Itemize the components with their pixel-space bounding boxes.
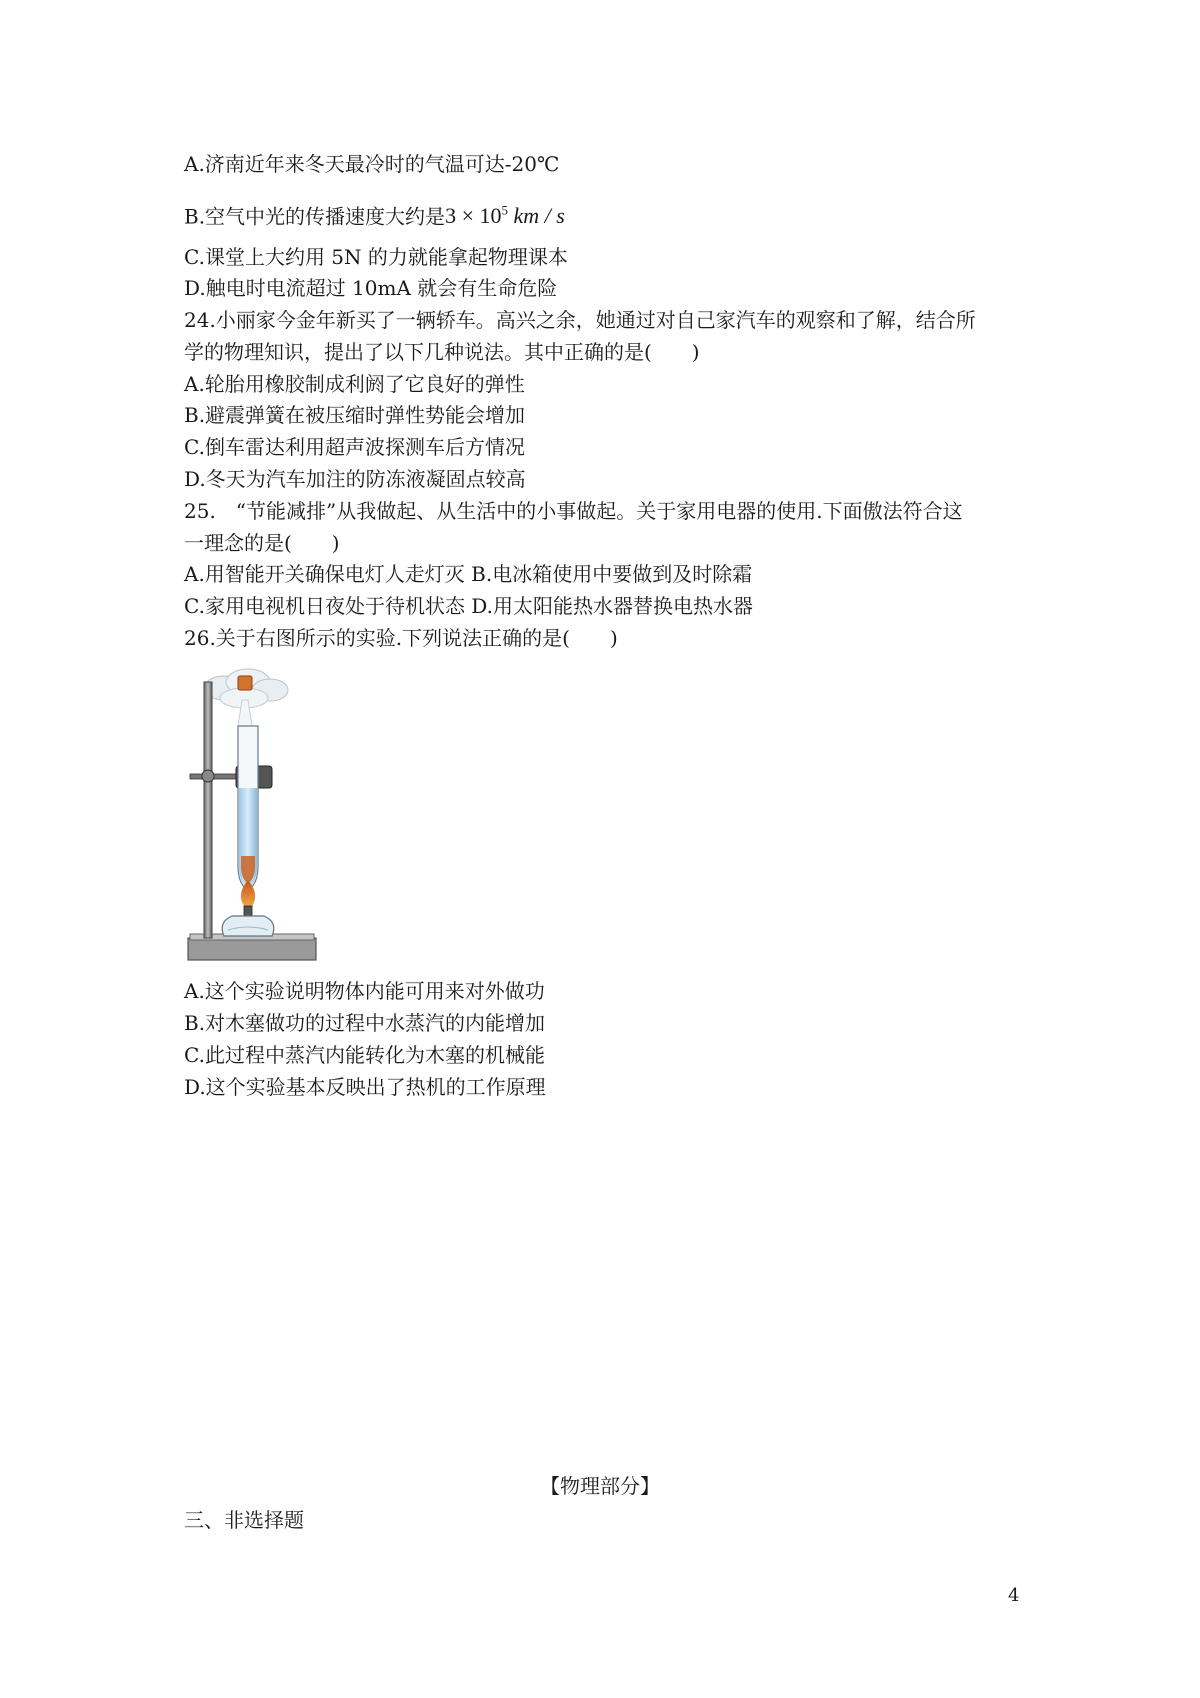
q24-stem-line2: 学的物理知识，提出了以下几种说法。其中正确的是( ) bbox=[184, 340, 700, 364]
q26-option-b: B.对木塞做功的过程中水蒸汽的内能增加 bbox=[184, 1011, 546, 1035]
speed-of-light-formula bbox=[445, 203, 565, 228]
q25-stem-line1: 25. “节能减排”从我做起、从生活中的小事做起。关于家用电器的使用.下面傲法符合这 bbox=[184, 499, 963, 523]
q24-option-c: C.倒车雷达利用超声波探测车后方情况 bbox=[184, 435, 525, 459]
cork bbox=[238, 676, 252, 690]
formula-times: × bbox=[461, 203, 474, 229]
q23-option-c: C.课堂上大约用 5N 的力就能拿起物理课本 bbox=[184, 245, 568, 269]
section-heading: 三、非选择题 bbox=[184, 1508, 304, 1532]
stand-base bbox=[188, 938, 316, 960]
stand-rod bbox=[204, 682, 212, 938]
q23-option-a: A.济南近年来冬天最冷时的气温可达-20℃ bbox=[184, 152, 560, 176]
alcohol-lamp bbox=[222, 916, 274, 936]
lamp-wick-holder bbox=[244, 906, 252, 916]
formula-unit: km / s bbox=[513, 203, 565, 229]
section-title: 【物理部分】 bbox=[540, 1474, 660, 1498]
q25-options-ab: A.用智能开关确保电灯人走灯灭 B.电冰箱使用中要做到及时除霜 bbox=[184, 562, 753, 586]
q24-stem-line1: 24.小丽家今金年新买了一辆轿车。高兴之余，她通过对自己家汽车的观察和了解，结合所 bbox=[184, 308, 976, 332]
q24-option-a: A.轮胎用橡胶制成利阏了它良好的弹性 bbox=[184, 372, 525, 396]
steam-cork-experiment-figure bbox=[186, 666, 336, 964]
q23-option-b-text: B.空气中光的传播速度大约是 bbox=[184, 204, 446, 229]
q26-option-c: C.此过程中蒸汽内能转化为木塞的机械能 bbox=[184, 1043, 545, 1067]
formula-exponent: 5 bbox=[501, 203, 508, 218]
formula-base: 3 bbox=[445, 203, 457, 229]
q25-stem-line2: 一理念的是( ) bbox=[184, 531, 340, 555]
q25-options-cd: C.家用电视机日夜处于待机状态 D.用太阳能热水器替换电热水器 bbox=[184, 594, 753, 618]
page-number: 4 bbox=[1008, 1585, 1020, 1606]
q23-option-b bbox=[184, 199, 565, 228]
q26-stem: 26.关于右图所示的实验.下列说法正确的是( ) bbox=[184, 626, 618, 650]
q24-option-d: D.冬天为汽车加注的防冻液凝固点较高 bbox=[184, 467, 526, 491]
formula-ten: 10 bbox=[479, 203, 502, 229]
q26-option-d: D.这个实验基本反映出了热机的工作原理 bbox=[184, 1075, 546, 1099]
q24-option-b: B.避震弹簧在被压缩时弹性势能会增加 bbox=[184, 403, 526, 427]
q23-option-d: D.触电时电流超过 10mA 就会有生命危险 bbox=[184, 276, 558, 300]
q26-option-a: A.这个实验说明物体内能可用来对外做功 bbox=[184, 979, 545, 1003]
